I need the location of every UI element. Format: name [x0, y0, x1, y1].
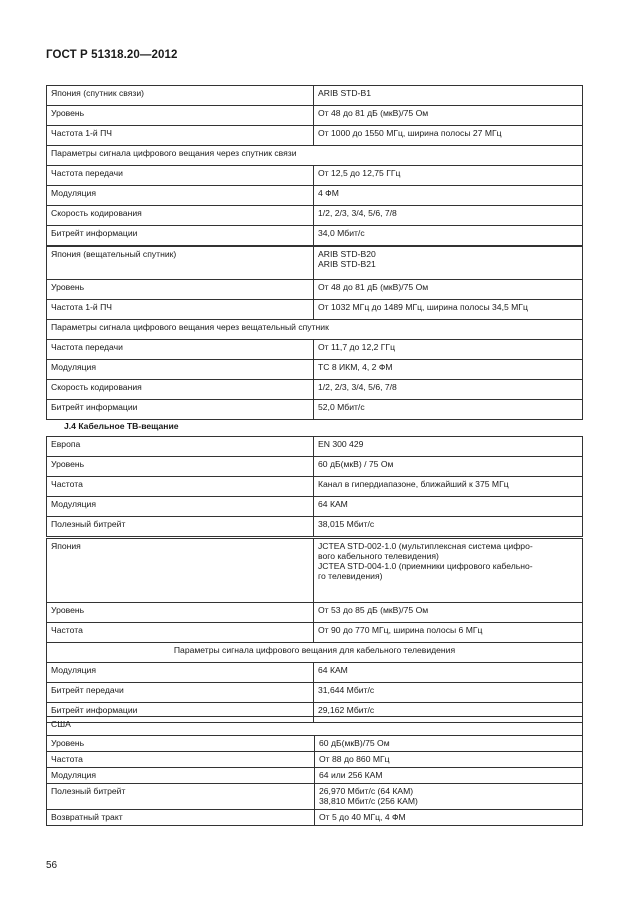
table-row	[47, 186, 583, 206]
table-row	[47, 736, 583, 752]
table-section-row: США	[47, 717, 583, 736]
parameter-name-cell: Модуляция	[47, 186, 314, 206]
parameter-value-cell: 52,0 Мбит/с	[314, 400, 583, 420]
parameter-name-cell: Частота	[47, 623, 314, 643]
parameter-name-cell: Уровень	[47, 736, 315, 752]
table-row	[47, 400, 583, 420]
parameter-name-cell: Частота	[47, 477, 314, 497]
parameter-value-cell: ARIB STD-B20 ARIB STD-B21	[314, 247, 583, 280]
table-row	[47, 517, 583, 537]
table-row	[47, 300, 583, 320]
parameter-name-cell: Модуляция	[47, 768, 315, 784]
table-row	[47, 752, 583, 768]
table-row	[47, 683, 583, 703]
parameter-value-cell: От 48 до 81 дБ (мкВ)/75 Ом	[314, 106, 583, 126]
parameter-value-cell: 34,0 Мбит/с	[314, 226, 583, 246]
table-row	[47, 457, 583, 477]
table-row	[47, 643, 583, 663]
table-row	[47, 768, 583, 784]
table-row	[47, 603, 583, 623]
parameter-name-cell: Полезный битрейт	[47, 517, 314, 537]
table-row	[47, 663, 583, 683]
table-section-row: Параметры сигнала цифрового вещания через спутник связи	[47, 146, 583, 166]
parameter-name-cell: Модуляция	[47, 497, 314, 517]
parameter-value-cell: От 12,5 до 12,75 ГГц	[314, 166, 583, 186]
parameter-value-cell: 64 КАМ	[314, 497, 583, 517]
parameter-value-cell: От 53 до 85 дБ (мкВ)/75 Ом	[314, 603, 583, 623]
parameter-name-cell: Уровень	[47, 280, 314, 300]
parameter-name-cell: Битрейт информации	[47, 703, 314, 723]
table-row	[47, 226, 583, 246]
parameter-name-cell: Модуляция	[47, 360, 314, 380]
parameter-name-cell: Частота	[47, 752, 315, 768]
parameter-name-cell: Уровень	[47, 106, 314, 126]
document-header: ГОСТ Р 51318.20—2012	[46, 49, 178, 61]
table-row	[47, 247, 583, 280]
parameter-value-cell: Канал в гипердиапазоне, ближайший к 375 МГц	[314, 477, 583, 497]
table-row	[47, 497, 583, 517]
table-row	[47, 106, 583, 126]
table-row	[47, 146, 583, 166]
table-row	[47, 623, 583, 643]
parameter-name-cell: Частота 1-й ПЧ	[47, 126, 314, 146]
table-row	[47, 340, 583, 360]
table-row	[47, 360, 583, 380]
parameter-value-cell: ARIB STD-B1	[314, 86, 583, 106]
parameter-value-cell: 29,162 Мбит/с	[314, 703, 583, 723]
parameter-value-cell: 1/2, 2/3, 3/4, 5/6, 7/8	[314, 380, 583, 400]
table-row	[47, 126, 583, 146]
table-section-row: Параметры сигнала цифрового вещания через вещательный спутник	[47, 320, 583, 340]
parameter-name-cell: Скорость кодирования	[47, 206, 314, 226]
parameter-name-cell: Япония (спутник связи)	[47, 86, 314, 106]
japan-cable-table	[46, 538, 583, 723]
parameter-name-cell: Частота передачи	[47, 340, 314, 360]
parameter-value-cell: От 5 до 40 МГц, 4 ФМ	[315, 810, 583, 826]
parameter-name-cell: Битрейт информации	[47, 400, 314, 420]
parameter-value-cell: От 1032 МГц до 1489 МГц, ширина полосы 34,5 МГц	[314, 300, 583, 320]
parameter-name-cell: Уровень	[47, 457, 314, 477]
table-row	[47, 477, 583, 497]
page-number: 56	[46, 860, 58, 871]
table-row	[47, 437, 583, 457]
parameter-name-cell: Частота 1-й ПЧ	[47, 300, 314, 320]
parameter-value-cell: 26,970 Мбит/с (64 КАМ) 38,810 Мбит/с (256 КАМ)	[315, 784, 583, 810]
japan-broadcast-satellite-table	[46, 246, 583, 420]
table-row	[47, 810, 583, 826]
parameter-value-cell: От 90 до 770 МГц, ширина полосы 6 МГц	[314, 623, 583, 643]
table-section-row: Параметры сигнала цифрового вещания для кабельного телевидения	[47, 643, 583, 663]
parameter-value-cell: EN 300 429	[314, 437, 583, 457]
parameter-name-cell: Уровень	[47, 603, 314, 623]
parameter-value-cell: 1/2, 2/3, 3/4, 5/6, 7/8	[314, 206, 583, 226]
parameter-value-cell: От 48 до 81 дБ (мкВ)/75 Ом	[314, 280, 583, 300]
europe-cable-table	[46, 436, 583, 537]
parameter-value-cell: 64 КАМ	[314, 663, 583, 683]
parameter-value-cell: 4 ФМ	[314, 186, 583, 206]
parameter-name-cell: Битрейт передачи	[47, 683, 314, 703]
table-row	[47, 784, 583, 810]
parameter-value-cell: 60 дБ(мкВ) / 75 Ом	[314, 457, 583, 477]
parameter-name-cell: Полезный битрейт	[47, 784, 315, 810]
parameter-name-cell: Скорость кодирования	[47, 380, 314, 400]
table-row	[47, 539, 583, 603]
table-row	[47, 380, 583, 400]
parameter-name-cell: Модуляция	[47, 663, 314, 683]
parameter-name-cell: Битрейт информации	[47, 226, 314, 246]
parameter-value-cell: 31,644 Мбит/с	[314, 683, 583, 703]
parameter-value-cell: От 11,7 до 12,2 ГГц	[314, 340, 583, 360]
parameter-value-cell: 38,015 Мбит/с	[314, 517, 583, 537]
parameter-value-cell: 60 дБ(мкВ)/75 Ом	[315, 736, 583, 752]
usa-cable-table	[46, 716, 583, 826]
table-row	[47, 280, 583, 300]
japan-comm-satellite-table	[46, 85, 583, 246]
table-row	[47, 86, 583, 106]
parameter-value-cell: 64 или 256 КАМ	[315, 768, 583, 784]
parameter-name-cell: Возвратный тракт	[47, 810, 315, 826]
parameter-value-cell: От 88 до 860 МГц	[315, 752, 583, 768]
parameter-value-cell: JCTEA STD-002-1.0 (мультиплексная система цифро- вого кабельного телевидения) JCTEA STD-004-1.0 (приемники цифрового кабельно- го телевидения)	[314, 539, 583, 603]
parameter-name-cell: Частота передачи	[47, 166, 314, 186]
parameter-name-cell: Япония	[47, 539, 314, 603]
parameter-name-cell: Япония (вещательный спутник)	[47, 247, 314, 280]
table-row	[47, 206, 583, 226]
parameter-value-cell: ТС 8 ИКМ, 4, 2 ФМ	[314, 360, 583, 380]
parameter-value-cell: От 1000 до 1550 МГц, ширина полосы 27 МГц	[314, 126, 583, 146]
section-heading: J.4 Кабельное ТВ-вещание	[64, 421, 179, 431]
table-row	[47, 320, 583, 340]
table-row	[47, 717, 583, 736]
table-row	[47, 166, 583, 186]
parameter-name-cell: Европа	[47, 437, 314, 457]
